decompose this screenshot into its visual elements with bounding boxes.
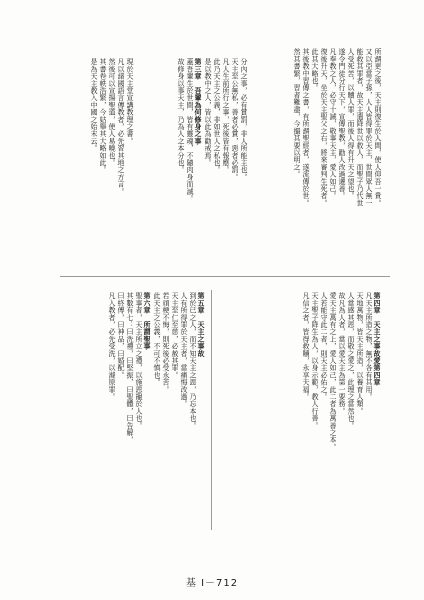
text-line: 凡天主所造之物，無不各有其用。 bbox=[365, 292, 373, 400]
horizontal-divider bbox=[60, 276, 390, 277]
chapter-heading: 第三章 吾輩為何修身之事 bbox=[194, 58, 203, 145]
text-line: 其書卷帙浩繁，今姑舉其大略如此。 bbox=[99, 58, 107, 174]
top-left-text-column bbox=[72, 58, 134, 262]
text-line: 其數有七：曰洗禮，曰堅振，曰聖體，曰告解， bbox=[126, 292, 134, 444]
text-line: 天主至仁至慈，必赦其罪。 bbox=[171, 292, 179, 379]
text-line: 凡人生前所行之事，死後皆有報應。 bbox=[222, 58, 230, 174]
text-line: 凡入教者，必先受洗，以滌原罪。 bbox=[108, 292, 116, 400]
text-line: 遂令門徒分行天下，宣傳聖教，勸人改過遷善。 bbox=[338, 48, 346, 200]
text-line: 天主聖子降生為人，以身示範，教人行善。 bbox=[311, 292, 319, 429]
text-line: 此天主之公義，不可不慎也。 bbox=[153, 292, 161, 386]
text-line: 凡以諸國語言傳教者，必先習其地之方言。 bbox=[117, 58, 125, 195]
text-line: 天地萬物，皆天主所造，以養育人類。 bbox=[356, 292, 364, 415]
bottom-right-text-column bbox=[222, 292, 382, 528]
text-line: 又以亞當子孫，人人皆得罪於天主，世間眾人無一 bbox=[365, 48, 373, 207]
chapter-heading: 第四章 天主之事故愛第四章 bbox=[373, 292, 382, 386]
text-line: 能救其罪者，故天主遣降世以救人，而聖子乃代世 bbox=[356, 48, 364, 207]
text-line: 到於已之人，而不知天主之恩，乃忘本也。 bbox=[189, 292, 197, 429]
chapter-heading: 第六章 所謂聖事 bbox=[143, 292, 152, 350]
text-line: 是為天主教入中國之始末云。 bbox=[90, 58, 98, 152]
text-line: 凡信之者，皆得救贖，永享天福。 bbox=[302, 292, 310, 400]
text-line: 此其大略也。 bbox=[311, 48, 319, 92]
text-line: 曰終傅，曰神品，曰婚配。 bbox=[117, 292, 125, 379]
text-line: 故凡為人者，當以愛天主為第一要務。 bbox=[338, 292, 346, 415]
text-line: 若頑梗不悔，則死後必受永苦。 bbox=[162, 292, 170, 393]
text-line: 此乃天主之公義，非如世人之私也。 bbox=[213, 58, 221, 174]
bottom-left-text-column bbox=[48, 292, 206, 528]
text-line: 然其書繁，習者難盡，今撮其要以明之。 bbox=[293, 48, 301, 178]
text-line: 所謂更之後，天主則復生於人間，使人仰吾一貴。 bbox=[374, 48, 382, 207]
text-line: 蓋吾輩生於世間，皆有靈魂，不隨肉身而滅。 bbox=[186, 58, 194, 202]
text-line: 故修身以事天主，乃為人之本分也。 bbox=[177, 58, 185, 174]
vertical-divider bbox=[211, 290, 212, 530]
text-line: 人若能守此二者，則天主必佑之。 bbox=[320, 292, 328, 400]
text-line: 現於天主堂宣講教理之書。 bbox=[126, 58, 134, 145]
text-line: 人當感其恩，而敬之愛之，此理之當然也。 bbox=[347, 292, 355, 429]
text-line: 愛天主萬有之上，愛人如己，此二者為萬善之本。 bbox=[329, 292, 337, 451]
top-right-text-column bbox=[252, 48, 382, 262]
chapter-heading: 第五章 天主之事故 bbox=[197, 292, 206, 357]
text-line: 是以教中之人，皆以此為勸戒焉。 bbox=[204, 58, 212, 166]
page-number: 基 I－712 bbox=[185, 578, 239, 589]
text-line: 其後教中習傳之書，有所謂聖經者，遂流傳於世。 bbox=[302, 48, 310, 207]
text-line: 人受死苦，以贖人罪，而後人得有升天之望也。 bbox=[347, 48, 355, 200]
text-line: 聖事者，天主所立之禮，以施恩寵於人也。 bbox=[135, 292, 143, 429]
text-line: 凡奉教之人，必守十誡，敬事天主，愛人如己。 bbox=[329, 48, 337, 200]
top-middle-text-column bbox=[140, 58, 248, 262]
text-line: 天主至公無私，善者必賞，惡者必罰。 bbox=[231, 58, 239, 181]
text-line: 人有所得罪於天主者，當痛悔改過。 bbox=[180, 292, 188, 408]
text-line: 復後升天，坐於天主聖父之右，將來審判生死者。 bbox=[320, 48, 328, 207]
text-line: 然後可以宣揚聖道，使人易曉也。 bbox=[108, 58, 116, 166]
text-line: 分內之事，必有賞罰，非人所能主也。 bbox=[240, 58, 248, 181]
